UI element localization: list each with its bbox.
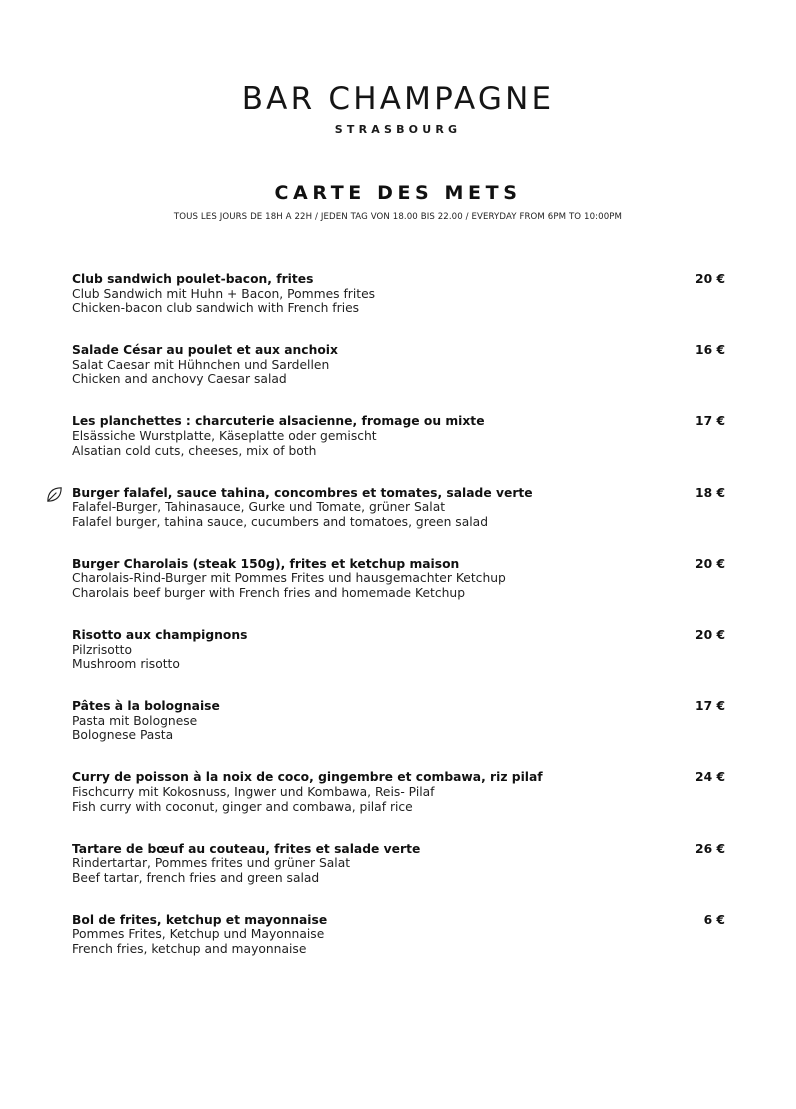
item-description-de: Fischcurry mit Kokosnuss, Ingwer und Kombawa, Reis- Pilaf [72,784,435,799]
item-description-de: Pommes Frites, Ketchup und Mayonnaise [72,927,325,942]
item-name: Curry de poisson à la noix de coco, gingembre et combawa, riz pilaf [72,770,543,785]
item-price: 6 € [703,912,725,927]
item-name: Burger Charolais (steak 150g), frites et ketchup maison [72,556,460,571]
item-description-en: Beef tartar, french fries and green salad [72,870,320,885]
item-name: Club sandwich poulet-bacon, frites [72,272,314,286]
item-description-en: Alsatian cold cuts, cheeses, mix of both [72,443,317,458]
item-description-de: Elsässiche Wurstplatte, Käseplatte oder gemischt [72,428,377,443]
item-description-de: Rindertartar, Pommes frites und grüner Salat [72,856,351,871]
menu-title: CARTE DES METS [274,182,522,204]
item-price: 20 € [695,556,725,571]
item-description-de: Pilzrisotto [72,642,133,657]
item-description-de: Club Sandwich mit Huhn + Bacon, Pommes frites [72,286,376,301]
item-name: Bol de frites, ketchup et mayonnaise [72,912,328,927]
item-name: Les planchettes : charcuterie alsacienne, fromage ou mixte [72,414,485,429]
item-price: 17 € [695,699,725,714]
city-subtitle: STRASBOURG [334,123,462,136]
item-price: 26 € [695,841,725,856]
menu-item-beef-tartare [72,842,727,913]
item-price: 20 € [695,627,725,642]
menu-item-bolognese [72,699,727,770]
item-description-en: Chicken-bacon club sandwich with French fries [72,301,360,316]
menu-item-falafel-burger [72,486,727,557]
item-name: Risotto aux champignons [72,627,248,642]
item-price: 17 € [695,414,725,429]
item-price: 24 € [695,770,725,785]
item-name: Pâtes à la bolognaise [72,699,220,714]
opening-hours: TOUS LES JOURS DE 18H A 22H / JEDEN TAG VON 18.00 BIS 22.00 / EVERYDAY FROM 6PM TO 10:00PM [173,212,623,222]
item-description-en: Charolais beef burger with French fries and homemade Ketchup [72,585,466,600]
item-price: 20 € [695,272,725,286]
item-price: 16 € [695,343,725,358]
menu-item-risotto [72,628,727,699]
menu-item-fish-curry [72,770,727,841]
item-description-en: Chicken and anchovy Caesar salad [72,372,287,387]
item-description-en: Fish curry with coconut, ginger and combawa, pilaf rice [72,799,413,814]
item-description-en: Bolognese Pasta [72,728,174,743]
item-description-en: Mushroom risotto [72,657,180,672]
item-description-en: French fries, ketchup and mayonnaise [72,941,307,956]
menu-items-list [72,272,727,984]
item-name: Tartare de bœuf au couteau, frites et salade verte [72,841,421,856]
menu-item-planchettes [72,414,727,485]
item-description-de: Charolais-Rind-Burger mit Pommes Frites und hausgemachter Ketchup [72,571,506,586]
item-description-de: Falafel-Burger, Tahinasauce, Gurke und Tomate, grüner Salat [72,500,446,515]
item-price: 18 € [695,485,725,500]
item-description-en: Falafel burger, tahina sauce, cucumbers and tomatoes, green salad [72,514,489,529]
menu-item-club-sandwich [72,272,727,343]
menu-item-caesar-salad [72,343,727,414]
menu-item-charolais-burger [72,557,727,628]
item-name: Salade César au poulet et aux anchoix [72,343,338,358]
item-name: Burger falafel, sauce tahina, concombres et tomates, salade verte [72,485,533,500]
brand-title: BAR CHAMPAGNE [241,81,555,117]
item-description-de: Salat Caesar mit Hühnchen und Sardellen [72,357,330,372]
item-description-de: Pasta mit Bolognese [72,713,198,728]
leaf-icon [45,485,64,504]
menu-item-fries-bowl [72,913,727,984]
